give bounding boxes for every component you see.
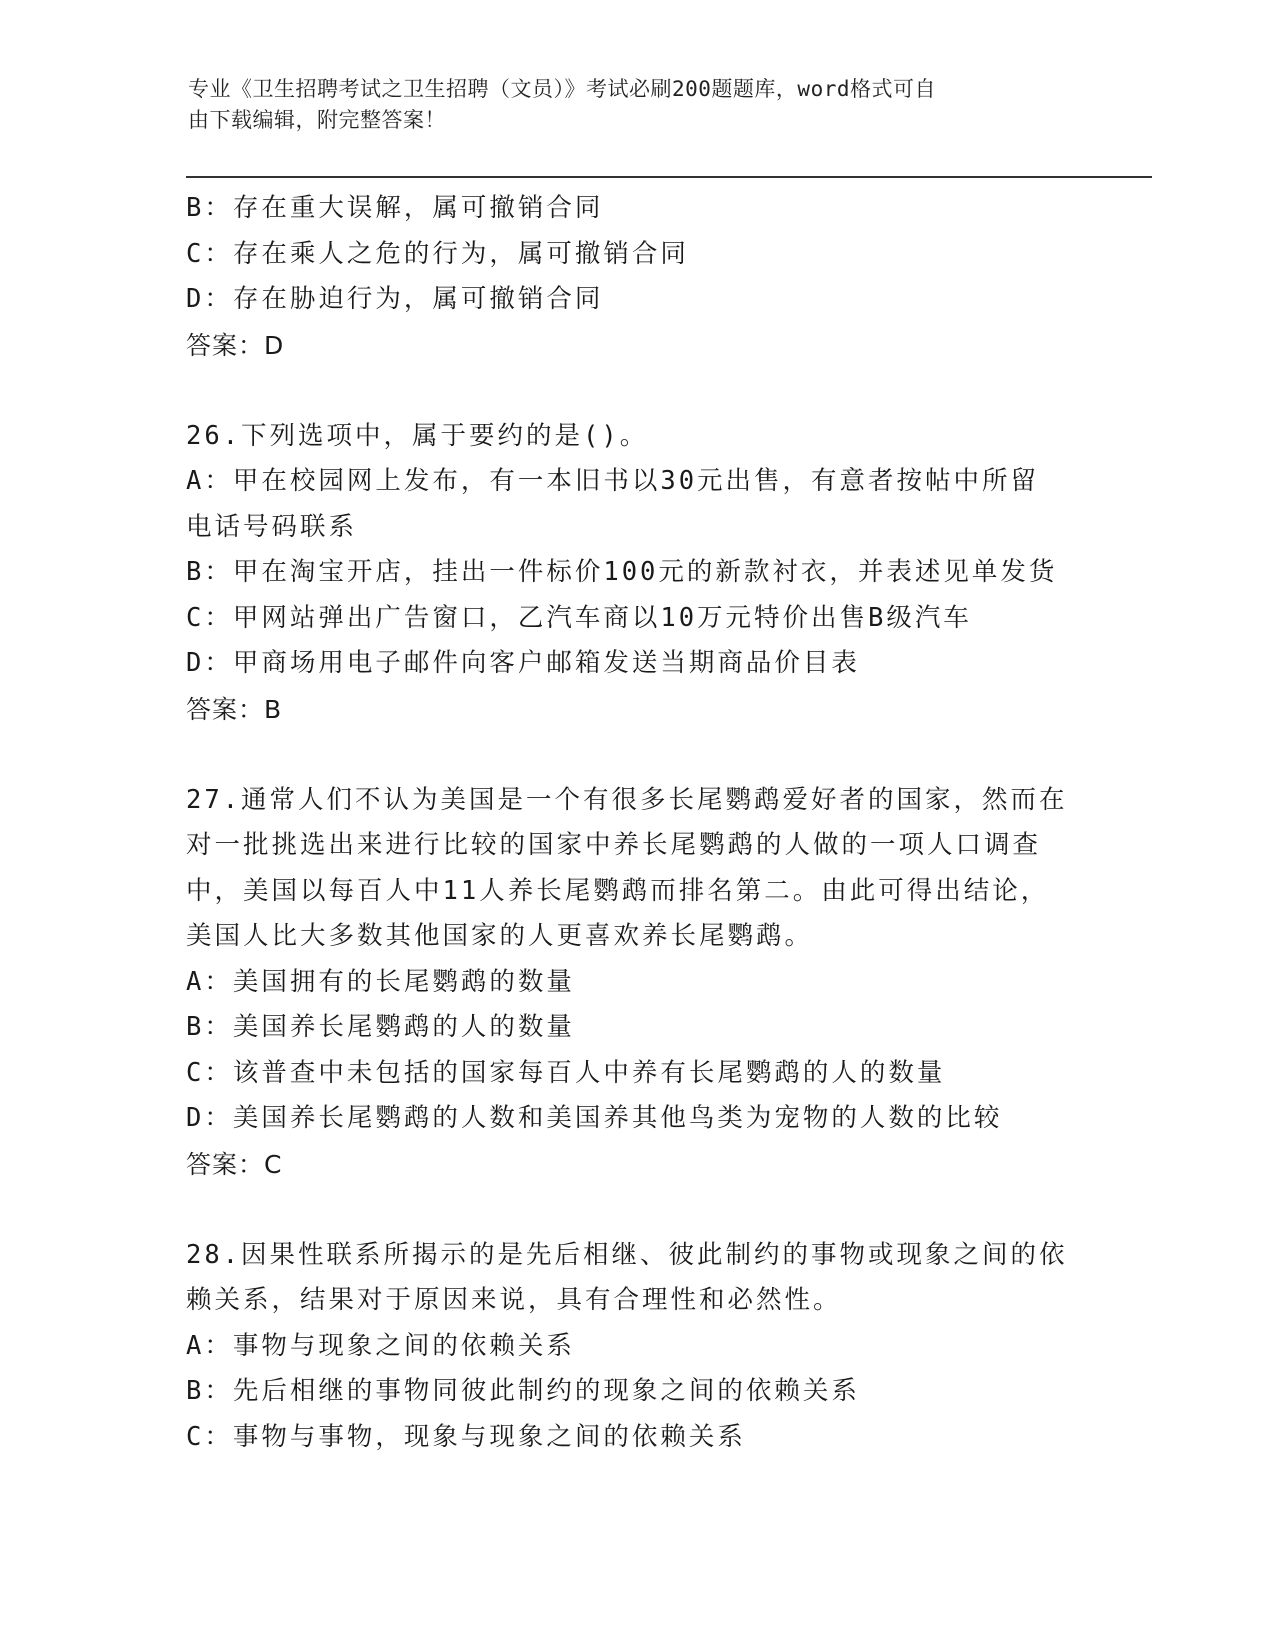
q27-stem-line-4: 美国人比大多数其他国家的人更喜欢养长尾鹦鹉。 (186, 921, 814, 951)
q26-option-c: C：甲网站弹出广告窗口，乙汽车商以10万元特价出售B级汽车 (186, 602, 972, 633)
q28-option-c: C：事物与事物，现象与现象之间的依赖关系 (186, 1421, 746, 1452)
question-27 (186, 778, 1086, 1188)
q27-stem-line-1: 27.通常人们不认为美国是一个有很多长尾鹦鹉爱好者的国家，然而在 (186, 784, 1068, 815)
q27-option-a: A：美国拥有的长尾鹦鹉的数量 (186, 966, 575, 997)
q27-stem-line-3: 中，美国以每百人中11人养长尾鹦鹉而排名第二。由此可得出结论， (186, 875, 1050, 906)
q28-option-a: A：事物与现象之间的依赖关系 (186, 1330, 575, 1361)
header-divider (186, 176, 1152, 178)
q27-option-d: D：美国养长尾鹦鹉的人数和美国养其他鸟类为宠物的人数的比较 (186, 1103, 1003, 1133)
q26-option-b: B：甲在淘宝开店，挂出一件标价100元的新款衬衣，并表述见单发货 (186, 557, 1058, 587)
header-title-line-2: 由下载编辑，附完整答案！ (188, 108, 446, 132)
document-header (188, 74, 1068, 136)
question-26 (186, 414, 1086, 733)
question-content (186, 186, 1086, 1460)
q25-answer: 答案：D (186, 330, 285, 360)
question-25-tail (186, 186, 1086, 368)
q25-option-c: C：存在乘人之危的行为，属可撤销合同 (186, 238, 689, 269)
q28-option-b: B：先后相继的事物同彼此制约的现象之间的依赖关系 (186, 1376, 860, 1406)
q28-stem-line-2: 赖关系，结果对于原因来说，具有合理性和必然性。 (186, 1285, 842, 1315)
q26-stem: 26.下列选项中，属于要约的是()。 (186, 420, 649, 451)
question-28 (186, 1233, 1086, 1461)
q27-option-c: C：该普查中未包括的国家每百人中养有长尾鹦鹉的人的数量 (186, 1057, 946, 1088)
q27-answer: 答案：C (186, 1149, 283, 1179)
q26-option-d: D：甲商场用电子邮件向客户邮箱发送当期商品价目表 (186, 648, 860, 678)
header-title-line-1: 专业《卫生招聘考试之卫生招聘（文员）》考试必刷200题题库，word格式可自 (188, 77, 936, 101)
q25-option-d: D：存在胁迫行为，属可撤销合同 (186, 284, 604, 314)
q28-stem-line-1: 28.因果性联系所揭示的是先后相继、彼此制约的事物或现象之间的依 (186, 1239, 1068, 1270)
q26-answer: 答案：B (186, 694, 283, 724)
q26-option-a-line-2: 电话号码联系 (186, 511, 358, 542)
q25-option-b: B：存在重大误解，属可撤销合同 (186, 193, 604, 223)
q27-stem-line-2: 对一批挑选出来进行比较的国家中养长尾鹦鹉的人做的一项人口调查 (186, 830, 1042, 860)
q27-option-b: B：美国养长尾鹦鹉的人的数量 (186, 1012, 575, 1042)
q26-option-a-line-1: A：甲在校园网上发布，有一本旧书以30元出售，有意者按帖中所留 (186, 466, 1040, 496)
